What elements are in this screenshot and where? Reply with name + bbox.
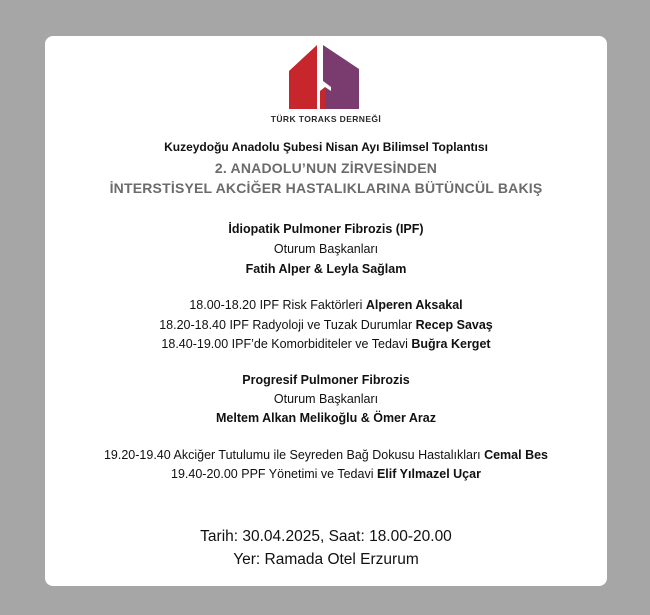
talk-speaker: Cemal Bes: [484, 448, 549, 462]
talk-row: [45, 467, 607, 481]
talk-topic: PPF Yönetimi ve Tedavi: [241, 467, 374, 481]
talk-speaker: Elif Yılmazel Uçar: [376, 467, 481, 481]
event-card: [45, 36, 607, 586]
session-chairs-label: Oturum Başkanları: [273, 242, 379, 256]
event-date-time: Tarih: 30.04.2025, Saat: 18.00-20.00: [200, 528, 452, 545]
event-subtitle: Kuzeydoğu Anadolu Şubesi Nisan Ayı Bilimsel Toplantısı: [164, 140, 488, 154]
talk-topic: IPF Risk Faktörleri: [259, 298, 363, 312]
session-title: İdiopatik Pulmoner Fibrozis (IPF): [228, 222, 424, 236]
event-venue: Yer: Ramada Otel Erzurum: [233, 551, 419, 568]
talk-time: 18.40-19.00: [161, 337, 229, 351]
session-chairs: Fatih Alper & Leyla Sağlam: [245, 262, 407, 276]
talk-row: [45, 448, 607, 462]
event-title-line2: İNTERSTİSYEL AKCİĞER HASTALIKLARINA BÜTÜNCÜL BAKIŞ: [109, 180, 543, 196]
talk-topic: Akciğer Tutulumu ile Seyreden Bağ Dokusu Hastalıkları: [173, 448, 481, 462]
talk-speaker: Buğra Kerget: [411, 337, 491, 351]
talk-time: 18.00-18.20: [189, 298, 257, 312]
talk-speaker: Recep Savaş: [415, 318, 493, 332]
talk-row: [45, 298, 607, 312]
talk-topic: IPF’de Komorbiditeler ve Tedavi: [231, 337, 408, 351]
talk-row: [45, 318, 607, 332]
session-chairs-label: Oturum Başkanları: [273, 392, 379, 406]
talk-time: 18.20-18.40: [159, 318, 226, 332]
session-title: Progresif Pulmoner Fibrozis: [242, 373, 410, 387]
talk-row: [45, 337, 607, 351]
talk-time: 19.40-20.00: [171, 467, 238, 481]
talk-topic: IPF Radyoloji ve Tuzak Durumlar: [229, 318, 416, 332]
talk-time: 19.20-19.40: [103, 448, 171, 462]
talk-speaker: Alperen Aksakal: [365, 298, 463, 312]
session-chairs: Meltem Alkan Melikoğlu & Ömer Araz: [216, 411, 436, 425]
event-title-line1: 2. ANADOLU’NUN ZİRVESİNDEN: [214, 160, 438, 176]
turk-toraks-logo-icon: [287, 45, 363, 111]
logo-org-name: TÜRK TORAKS DERNEĞİ: [270, 114, 382, 124]
